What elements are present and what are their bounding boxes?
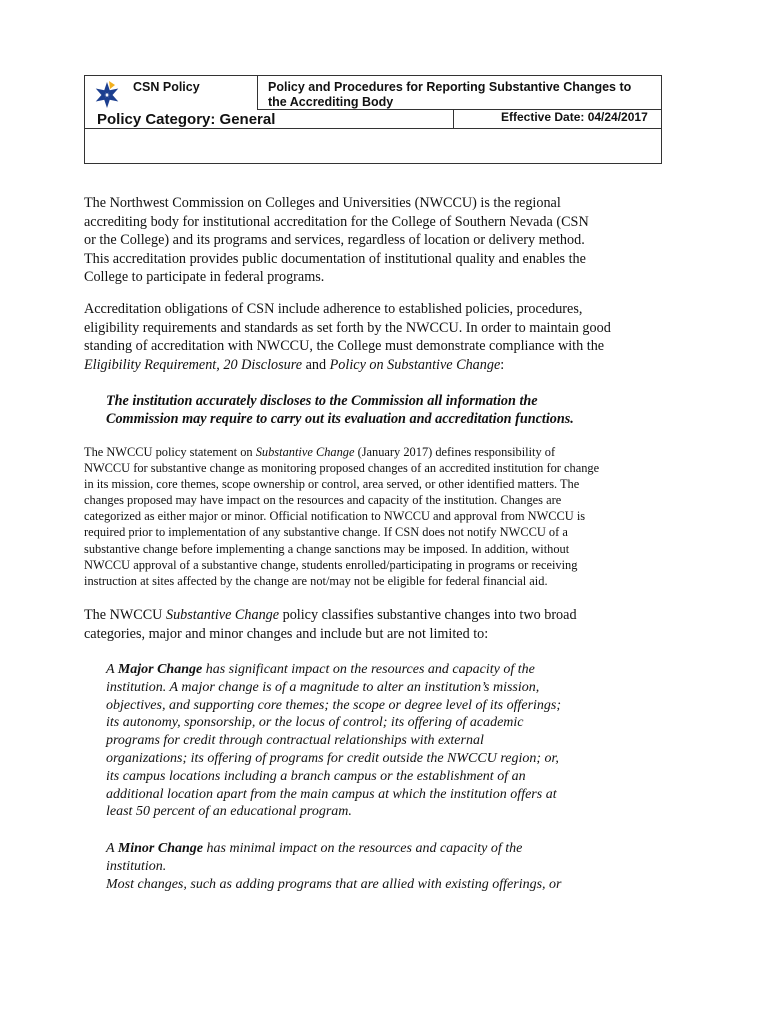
text-line: objectives, and supporting core themes; the scope or degree level of its offerings; [106,697,562,713]
text-line [84,444,674,460]
text-line: Accreditation obligations of CSN include adherence to established policies, procedures, [84,301,583,317]
text-line: standing of accreditation with NWCCU, the College must demonstrate compliance with the [84,338,605,354]
policy-title-line: Policy and Procedures for Reporting Substantive Changes to [268,80,632,94]
table-divider [257,76,258,109]
italic-text: Eligibility Requirement, 20 Disclosure [84,356,303,373]
text-line: instruction at sites affected by the change are not/may not be eligible for federal financial aid. [84,573,548,588]
text-line: institution. A major change is of a magnitude to alter an institution’s mission, [106,679,540,695]
text-line: College to participate in federal programs. [84,269,325,285]
policy-title-line: the Accrediting Body [268,95,394,109]
text-line: Commission may require to carry out its evaluation and accreditation functions. [106,411,574,428]
csn-logo-icon [92,79,122,109]
text-line: institution. [106,858,167,874]
text-line: This accreditation provides public documentation of institutional quality and enables the [84,250,586,267]
italic-text: Substantive Change [165,607,280,623]
text-line: required prior to implementation of any substantive change. If CSN does not notify NWCCU of a [84,525,568,540]
text-line: NWCCU for substantive change as monitoring proposed changes of an accredited institution for change [84,461,600,476]
text-line [84,356,684,375]
bold-text: Minor Change [117,841,204,856]
text-line: substantive change before implementing a change sanctions may be imposed. In addition, without [84,541,570,556]
text-line: its campus locations including a branch campus or the establishment of an [106,768,526,784]
text-line: Most changes, such as adding programs that are allied with existing offerings, or [106,876,562,892]
paragraph-policy-statement [84,444,674,589]
policy-category: Policy Category: General [97,111,276,128]
text-line: categorized as either major or minor. Official notification to NWCCU and approval from NWCCU is [84,509,586,524]
text-segment: has significant impact on the resources and capacity of the [202,662,535,677]
table-divider [85,128,661,129]
italic-text: Substantive Change [255,445,355,459]
text-line [84,606,684,625]
text-segment: A [106,841,118,856]
text-line: organizations; its offering of programs for credit outside the NWCCU region; or, [106,750,559,766]
effective-date: Effective Date: 04/24/2017 [501,110,648,124]
text-line: NWCCU approval of a substantive change, students enrolled/participating in programs or receiving [84,557,578,572]
text-line: least 50 percent of an educational program. [106,804,352,820]
text-segment: The NWCCU [84,607,166,623]
minor-change-definition [106,840,626,893]
text-segment: and [302,356,330,373]
text-line: accrediting body for institutional accreditation for the College of Southern Nevada (CSN [84,213,589,230]
text-line: The institution accurately discloses to the Commission all information the [106,393,538,409]
major-change-definition [106,661,626,821]
text-segment: : [500,356,505,373]
text-line: eligibility requirements and standards as set forth by the NWCCU. In order to maintain good [84,319,611,336]
text-line [106,840,626,858]
text-line: changes proposed may have impact on the resources and capacity of the institution. Changes are [84,493,562,508]
text-line: additional location apart from the main campus at which the institution offers at [106,786,557,802]
text-line: or the College) and its programs and services, regardless of location or delivery method. [84,232,585,248]
policy-title [268,80,658,110]
paragraph-obligations [84,300,684,374]
text-line: its autonomy, sponsorship, or the locus of control; its offering of academic [106,715,524,731]
table-divider [453,109,454,128]
bold-text: Major Change [117,662,203,677]
text-segment: A [106,662,118,677]
policy-header-table [84,75,662,164]
text-line [106,661,626,679]
text-segment: (January 2017) defines responsibility of [354,445,556,459]
text-segment: has minimal impact on the resources and capacity of the [203,841,523,856]
text-line: The Northwest Commission on Colleges and Universities (NWCCU) is the regional [84,195,561,211]
text-line: categories, major and minor changes and include but are not limited to: [84,625,489,642]
csn-policy-label: CSN Policy [133,80,200,94]
paragraph-intro [84,194,684,287]
text-line: programs for credit through contractual relationships with external [106,733,484,749]
text-line: in its mission, core themes, scope ownership or control, area served, or other identified matters. The [84,477,580,492]
disclosure-quote [106,392,666,428]
italic-text: Policy on Substantive Change [329,356,501,373]
paragraph-classification [84,606,684,643]
text-segment: policy classifies substantive changes into two broad [279,607,577,623]
text-segment: The NWCCU policy statement on [84,445,256,459]
